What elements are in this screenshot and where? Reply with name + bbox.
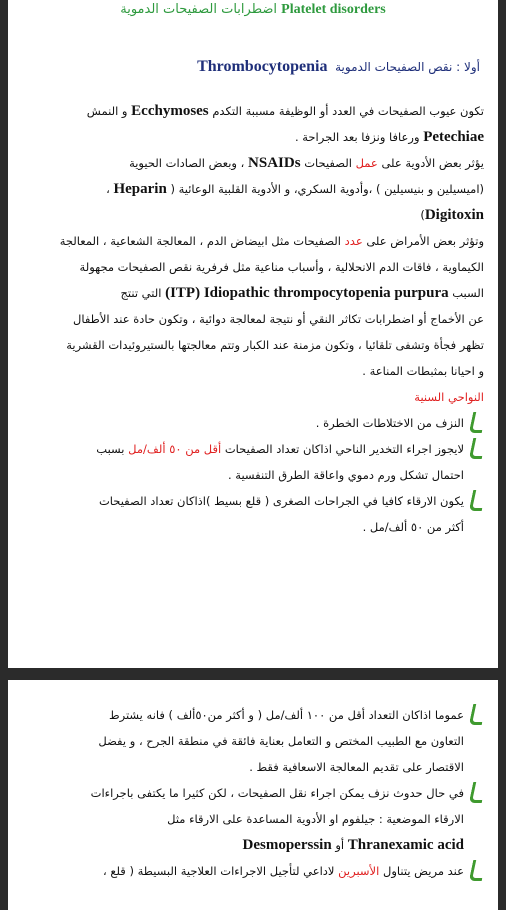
paragraph-1	[8, 98, 498, 150]
bullet-4-text-b: التعاون مع الطبيب المختص و التعامل بعناية فائقة في منطقة الجرح ، و يفضل	[98, 734, 464, 748]
bullet-item-3	[8, 488, 498, 540]
p2-text-e: ،	[106, 182, 110, 196]
bullet-6-highlight-aspirin: الأسبرين	[338, 864, 380, 878]
checkmark-icon	[469, 412, 486, 433]
p2-term-heparin: Heparin	[113, 181, 167, 197]
bullet-5-term-thranexamic: Thranexamic acid	[347, 837, 464, 853]
p3-text-h: و احيانا بمثبطات المناعة .	[362, 364, 484, 378]
p1-text-a: تكون عيوب الصفيحات في العدد أو الوظيفة مسببة التكدم	[212, 104, 484, 118]
p2-text-a: يؤثر بعض الأدوية على	[381, 156, 484, 170]
p1-text-b: و النمش	[86, 104, 128, 118]
p3-term-itp: (ITP) Idiopathic thrompocytopenia purpura	[165, 285, 449, 301]
section-title: النواحي السنية	[414, 390, 484, 404]
bullet-5-text-c: أو	[335, 838, 345, 852]
p2-text-f: )	[420, 208, 425, 222]
p1-term-ecchymoses: Ecchymoses	[131, 103, 209, 119]
p3-text-a: وتؤثر بعض الأمراض على	[366, 234, 484, 248]
checkmark-icon	[469, 860, 486, 881]
bullet-3-text-b: أكثر من ٥٠ ألف/مل .	[362, 520, 464, 534]
p1-text-c: ورعافا ونزفا بعد الجراحة .	[294, 130, 420, 144]
document-page-2	[8, 680, 498, 910]
header-arabic: اضطرابات الصفيحات الدموية	[120, 2, 278, 17]
document-page-1	[8, 0, 498, 668]
bullet-item-2	[8, 436, 498, 488]
checkmark-icon	[469, 438, 486, 459]
bullet-6-text-b: لاداعي لتأجيل الاجراءات العلاجية البسيطة ( قلع ،	[103, 864, 335, 878]
topic-english: Thrombocytopenia	[197, 58, 328, 75]
p3-text-e: التي تنتج	[120, 286, 162, 300]
bullet-5-term-desmopressin: Desmoperssin	[242, 837, 332, 853]
bullet-6-text-a: عند مريض يتناول	[382, 864, 464, 878]
checkmark-icon	[469, 782, 486, 803]
paragraph-3	[8, 228, 498, 384]
p3-text-f: عن الأخماج أو اضطرابات تكاثر النقي أو نتيجة لمعالجة دوائية ، وتكون حادة عند الأطفال	[72, 312, 484, 326]
paragraph-2	[8, 150, 498, 228]
p2-text-b: الصفيحات	[304, 156, 352, 170]
bullet-item-4	[8, 702, 498, 780]
p3-text-g: تظهر فجأة وتشفى تلقائيا ، وتكون مزمنة عند الكبار وتتم معالجتها بالستيروئيدات القشرية	[66, 338, 484, 352]
p2-term-nsaids: NSAIDs	[248, 155, 301, 171]
bullet-4-text-c: الاقتصار على تقديم المعالجة الاسعافية فقط .	[249, 760, 464, 774]
checkmark-icon	[469, 704, 486, 725]
checkmark-icon	[469, 490, 486, 511]
topic-arabic: أولا : نقص الصفيحات الدموية	[335, 60, 480, 74]
document-header	[8, 0, 498, 28]
p2-text-d: (اميسيلين و بنيسيلين ) ،وأدوية السكري، و الأدوية القلبية الوعائية (	[170, 182, 484, 196]
bullet-item-5	[8, 780, 498, 858]
p3-highlight-count: عدد	[344, 234, 363, 248]
bullet-2-text-a: لايجوز اجراء التخدير الناحي اذاكان تعداد الصفيحات	[224, 442, 464, 456]
p3-text-c: الكيماوية ، فاقات الدم الانحلالية ، وأسباب مناعية مثل فرفرية نقص الصفيحات مجهولة	[79, 260, 484, 274]
bullet-2-text-b: بسبب	[96, 442, 125, 456]
bullet-3-text-a: يكون الارقاء كافيا في الجراحات الصغرى ( قلع بسيط )اذاكان تعداد الصفيحات	[98, 494, 464, 508]
bullet-4-text-a: عموما اذاكان التعداد أقل من ١٠٠ ألف/مل ( و أكثر من٥٠ألف ) فانه يشترط	[108, 708, 464, 722]
p2-text-c: ، وبعض الصادات الحيوية	[129, 156, 245, 170]
bullet-item-6	[8, 858, 498, 884]
bullet-2-highlight: أقل من ٥٠ ألف/مل	[128, 442, 222, 456]
bullet-5-text-a: في حال حدوث نزف يمكن اجراء نقل الصفيحات ، لكن كثيرا ما يكتفى باجراءات	[90, 786, 464, 800]
bullet-5-text-b: الارقاء الموضعية : جيلفوم او الأدوية المساعدة على الارقاء مثل	[167, 812, 464, 826]
p2-term-digitoxin: Digitoxin	[424, 207, 484, 223]
p1-term-petechiae: Petechiae	[423, 129, 484, 145]
p3-text-d: السبب	[452, 286, 484, 300]
bullet-1-text: النزف من الاختلاطات الخطرة .	[315, 416, 464, 430]
bullet-2-text-c: احتمال تشكل ورم دموي واعاقة الطرق التنفسية .	[227, 468, 464, 482]
p2-highlight-function: عمل	[355, 156, 378, 170]
topic-heading	[8, 58, 498, 76]
header-english: Platelet disorders	[281, 2, 386, 17]
p3-text-b: الصفيحات مثل ابيضاض الدم ، المعالجة الشعاعية ، المعالجة	[59, 234, 341, 248]
bullet-item-1	[8, 410, 498, 436]
